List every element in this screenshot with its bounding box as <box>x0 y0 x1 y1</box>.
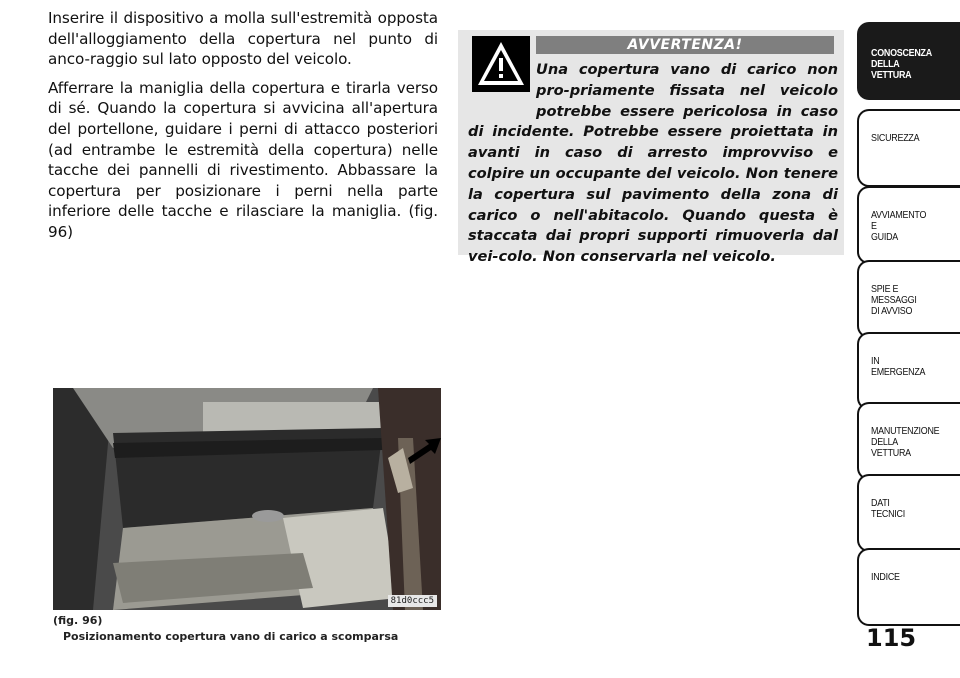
tab-avviamento-guida[interactable] <box>857 186 960 264</box>
tab-label: DATI TECNICI <box>871 497 905 520</box>
tab-label: INDICE <box>871 571 900 583</box>
warning-box <box>458 30 844 266</box>
figure-label: (fig. 96) <box>53 614 103 627</box>
figure-caption-text: Posizionamento copertura vano di carico a scomparsa <box>63 630 399 643</box>
warning-title: AVVERTENZA! <box>536 36 834 54</box>
paragraph-2: Afferrare la maniglia della copertura e tirarla verso di sé. Quando la copertura si avvicina all'apertura del portellone, guidare i perni di attacco posteriori (ad entrambe le estremità della copertura) nelle tacche dei pannelli di rivestimento. Abbassare la copertura per posizionare i perni nella parte inferiore delle tacche e rilasciare la maniglia. (fig. 96) <box>48 78 438 241</box>
tab-label: SPIE E MESSAGGI DI AVVISO <box>871 283 917 317</box>
warning-text <box>468 60 838 268</box>
body-text <box>48 8 438 251</box>
page-number: 115 <box>866 624 917 652</box>
tab-spie-messaggi[interactable] <box>857 260 960 338</box>
tab-label: AVVIAMENTO E GUIDA <box>871 209 927 243</box>
tab-label: SICUREZZA <box>871 132 920 144</box>
figure-caption <box>53 614 453 643</box>
paragraph-1: Inserire il dispositivo a molla sull'estremità opposta dell'alloggiamento della copertura nel punto di anco-raggio sul lato opposto del veicolo. <box>48 9 438 69</box>
tab-conoscenza-vettura[interactable] <box>857 22 960 100</box>
tab-dati-tecnici[interactable] <box>857 474 960 552</box>
tab-sicurezza[interactable] <box>857 109 960 187</box>
cargo-cover-photo <box>53 388 441 610</box>
tab-emergenza[interactable] <box>857 332 960 410</box>
tab-label: MANUTENZIONE DELLA VETTURA <box>871 425 940 459</box>
warning-body: Una copertura vano di carico non pro-priamente fissata nel veicolo potrebbe essere pericolosa in caso di incidente. Potrebbe essere proiettata in avanti in caso di arresto improvviso e colpire un occupante del veicolo. Non tenere la copertura sul pavimento della zona di carico o nell'abitacolo. Quando questa è staccata dai propri supporti rimuoverla dal vei-colo. Non conservarla nel veicolo. <box>468 61 838 266</box>
tab-label: CONOSCENZA DELLA VETTURA <box>871 47 932 81</box>
tab-indice[interactable] <box>857 548 960 626</box>
figure-code: 81d0ccc5 <box>388 595 437 607</box>
tab-label: IN EMERGENZA <box>871 355 926 378</box>
tab-manutenzione[interactable] <box>857 402 960 480</box>
